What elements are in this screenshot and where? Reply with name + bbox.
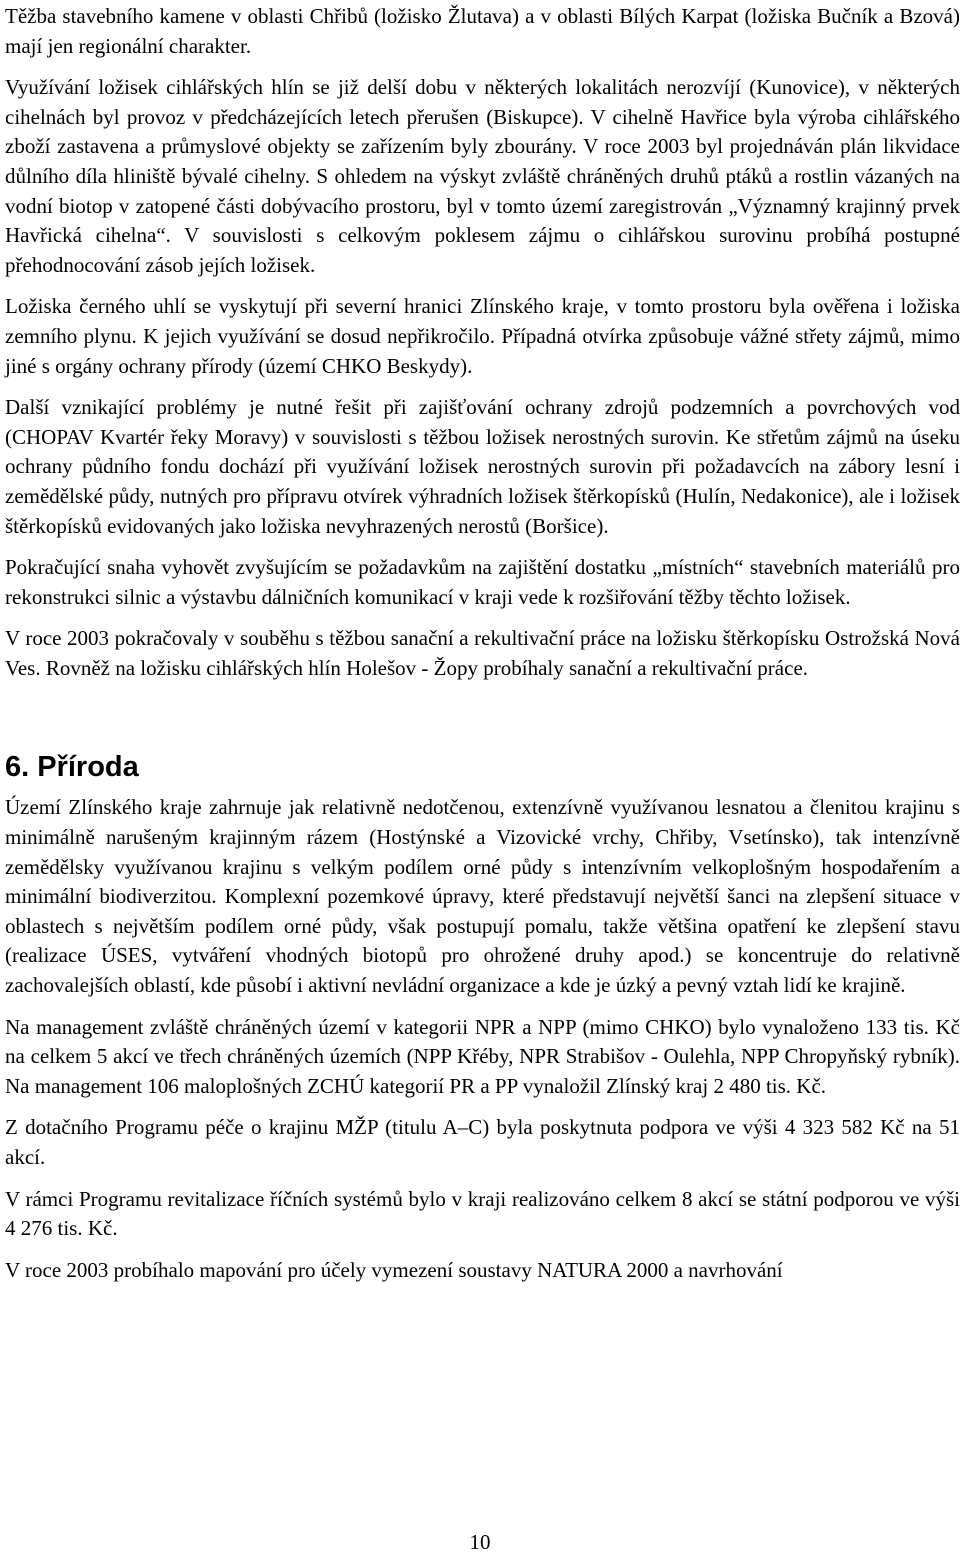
paragraph-water-protection: Další vznikající problémy je nutné řešit při zajišťování ochrany zdrojů podzemních a povrchových vod (CHOPAV Kvartér řeky Moravy) v souvislosti s těžbou ložisek nerostných surovin. Ke střetům zájmů na úseku ochrany půdního fondu dochází při využívání ložisek nerostných surovin při požadavcích na zábory lesní i zemědělské půdy, nutných pro přípravu otvírek výhradních ložisek štěrkopísků (Hulín, Nedakonice), ale i ložisek štěrkopísků evidovaných jako ložiska nevyhrazených nerostů (Boršice). bbox=[5, 395, 960, 538]
paragraph-coal-gas: Ložiska černého uhlí se vyskytují při severní hranici Zlínského kraje, v tomto prostoru byla ověřena i ložiska zemního plynu. K jejich využívání se dosud nepřikročilo. Případná otvírka způsobuje vážné střety zájmů, mimo jiné s orgány ochrany přírody (území CHKO Beskydy). bbox=[5, 294, 960, 378]
paragraph-landscape: Území Zlínského kraje zahrnuje jak relativně nedotčenou, extenzívně využívanou lesnatou a členitou krajinu s minimálně narušeným krajinným rázem (Hostýnské a Vizovické vrchy, Chřiby, Vsetínsko), tak intenzívně zemědělsky využívanou krajinu s velkým podílem orné půdy s intenzívním velkoplošným hospodařením a minimální biodiverzitou. Komplexní pozemkové úpravy, které představují největší šanci na zlepšení situace v oblastech s největším podílem orné půdy, však postupují pomalu, takže většina opatření ke zlepšení stavu (realizace ÚSES, vytváření vhodných biotopů pro ohrožené druhy apod.) se koncentruje do relativně zachovalejších oblastí, kde působí i aktivní nevládní organizace a kde je úzký a pevný vztah lidí ke krajině. bbox=[5, 795, 960, 998]
paragraph-river-revitalization: V rámci Programu revitalizace říčních systémů bylo v kraji realizováno celkem 8 akcí se státní podporou ve výši 4 276 tis. Kč. bbox=[5, 1186, 960, 1241]
page-number: 10 bbox=[469, 1530, 491, 1554]
nature-section bbox=[5, 793, 960, 1285]
paragraph-local-materials: Pokračující snaha vyhovět zvyšujícím se požadavkům na zajištění dostatku „místních“ stavebních materiálů pro rekonstrukci silnic a výstavbu dálničních komunikací v kraji vede k rozšiřování těžby těchto ložisek. bbox=[5, 555, 960, 609]
paragraph-building-stone: Těžba stavebního kamene v oblasti Chřibů (ložisko Žlutava) a v oblasti Bílých Karpat (ložiska Bučník a Bzová) mají jen regionální charakter. bbox=[5, 4, 960, 58]
paragraph-reclamation: V roce 2003 pokračovaly v souběhu s těžbou sanační a rekultivační práce na ložisku štěrkopísku Ostrožská Nová Ves. Rovněž na ložisku cihlářských hlín Holešov - Žopy probíhaly sanační a rekultivační práce. bbox=[5, 626, 960, 680]
paragraph-protected-areas-management: Na management zvláště chráněných území v kategorii NPR a NPP (mimo CHKO) bylo vynaloženo 133 tis. Kč na celkem 5 akcí ve třech chráněných územích (NPP Křéby, NPR Strabišov - Oulehla, NPP Chropyňský rybník). Na management 106 maloplošných ZCHÚ kategorií PR a PP vynaložil Zlínský kraj 2 480 tis. Kč. bbox=[5, 1014, 960, 1098]
paragraph-natura-2000: V roce 2003 probíhalo mapování pro účely vymezení soustavy NATURA 2000 a navrhování bbox=[5, 1257, 783, 1282]
paragraph-landscape-care-program: Z dotačního Programu péče o krajinu MŽP (titulu A–C) byla poskytnuta podpora ve výši 4 323 582 Kč na 51 akcí. bbox=[5, 1115, 960, 1169]
mining-section bbox=[5, 2, 960, 683]
document-page bbox=[5, 2, 960, 1285]
paragraph-brick-clay: Využívání ložisek cihlářských hlín se již delší dobu v některých lokalitách nerozvíjí (Kunovice), v některých cihelnách byl provoz v předcházejících letech přerušen (Biskupce). V cihelně Havřice byla výroba cihlářského zboží zastavena a průmyslové objekty se zařízením byly zbourány. V roce 2003 byl projednáván plán likvidace důlního díla hliniště bývalé cihelny. S ohledem na výskyt zvláště chráněných druhů ptáků a rostlin vázaných na vodní biotop v zatopené části dobývacího prostoru, byl v tomto území zaregistrován „Významný krajinný prvek Havřická cihelna“. V souvislosti s celkovým poklesem zájmu o cihlářskou surovinu probíhá postupné přehodnocování zásob jejích ložisek. bbox=[5, 75, 960, 277]
section-heading-nature: 6. Příroda bbox=[5, 751, 139, 784]
